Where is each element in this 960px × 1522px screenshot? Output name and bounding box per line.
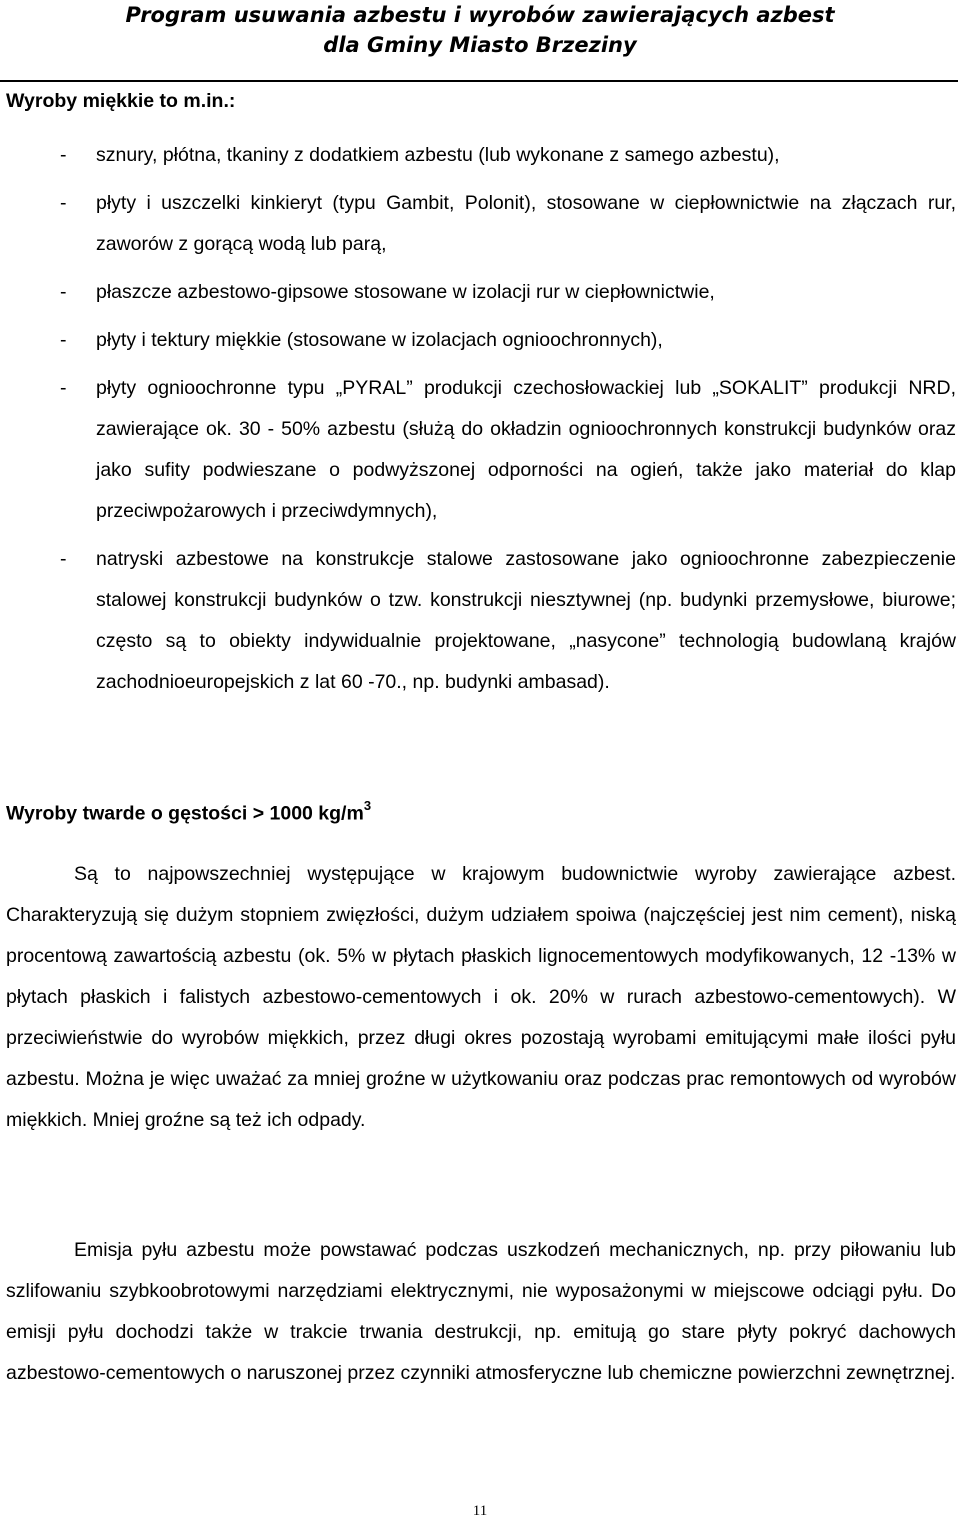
document-header bbox=[0, 0, 960, 60]
list-item bbox=[0, 368, 960, 532]
list-marker: - bbox=[60, 377, 67, 399]
list-marker: - bbox=[60, 329, 67, 351]
page-number: 11 bbox=[472, 1503, 488, 1519]
paragraph-text: Emisja pyłu azbestu może powstawać podczas uszkodzeń mechanicznych, np. przy piłowaniu lub szlifowaniu szybkoobrotowymi narzędziami elektrycznymi, nie wyposażonymi w miejscowe odciągi pyłu. Do emisji pyłu dochodzi także w trakcie trwania destrukcji, np. emitują go stare płyty pokryć dachowych azbestowo-cementowych o naruszonej przez czynniki atmosferyczne lub chemiczne powierzchni zewnętrznej. bbox=[6, 1239, 956, 1384]
list-item-text: natryski azbestowe na konstrukcje stalowe zastosowane jako ognioochronne zabezpieczenie stalowej konstrukcji budynków o tzw. konstrukcji niesztywnej (np. budynki przemysłowe, biurowe; często są to obiekty indywidualnie projektowane, „nasycone” technologią budowlaną krajów zachodnioeuropejskich z lat 60 -70., np. budynki ambasad). bbox=[96, 548, 956, 693]
list-item-text: sznury, płótna, tkaniny z dodatkiem azbestu (lub wykonane z samego azbestu), bbox=[96, 144, 780, 166]
list-item bbox=[0, 539, 960, 703]
header-rule bbox=[0, 80, 958, 82]
list-item-text: płyty i tektury miękkie (stosowane w izolacjach ognioochronnych), bbox=[96, 329, 663, 351]
header-title-line1: Program usuwania azbestu i wyrobów zawierających azbest bbox=[125, 3, 835, 27]
superscript-exponent: 3 bbox=[363, 798, 372, 813]
list-item bbox=[0, 320, 960, 361]
header-title-line2: dla Gminy Miasto Brzeziny bbox=[323, 33, 637, 57]
list-marker: - bbox=[60, 548, 67, 570]
list-marker: - bbox=[60, 192, 67, 214]
section-heading-hard bbox=[6, 800, 371, 826]
list-marker: - bbox=[60, 281, 67, 303]
soft-products-list bbox=[0, 135, 960, 703]
list-item-text: płaszcze azbestowo-gipsowe stosowane w izolacji rur w ciepłownictwie, bbox=[96, 281, 715, 303]
section-heading-hard-text: Wyroby twarde o gęstości > 1000 kg/m bbox=[6, 802, 364, 825]
list-item-text: płyty ognioochronne typu „PYRAL” produkcji czechosłowackiej lub „SOKALIT” produkcji NRD, zawierające ok. 30 - 50% azbestu (służą do okładzin ognioochronnych konstrukcji budynków oraz jako sufity podwieszane o podwyższonej odporności na ogień, także jako materiał do klap przeciwpożarowych i przeciwdymnych), bbox=[96, 377, 956, 522]
paragraph bbox=[6, 854, 956, 1141]
list-item-text: płyty i uszczelki kinkieryt (typu Gambit, Polonit), stosowane w ciepłownictwie na złączach rur, zaworów z gorącą wodą lub parą, bbox=[96, 192, 956, 255]
section-heading-soft: Wyroby miękkie to m.in.: bbox=[6, 90, 236, 112]
list-marker: - bbox=[60, 144, 67, 166]
paragraph-text: Są to najpowszechniej występujące w krajowym budownictwie wyroby zawierające azbest. Charakteryzują się dużym stopniem zwięzłości, dużym udziałem spoiwa (najczęściej jest nim cement), niską procentową zawartością azbestu (ok. 5% w płytach płaskich lignocementowych modyfikowanych, 12 -13% w płytach płaskich i falistych azbestowo-cementowych i ok. 20% w rurach azbestowo-cementowych). W przeciwieństwie do wyrobów miękkich, przez długi okres pozostają wyrobami emitującymi małe ilości pyłu azbestu. Można je więc uważać za mniej groźne w użytkowaniu oraz podczas prac remontowych od wyrobów miękkich. Mniej groźne są też ich odpady. bbox=[6, 863, 956, 1131]
list-item bbox=[0, 135, 960, 176]
list-item bbox=[0, 272, 960, 313]
paragraph bbox=[6, 1230, 956, 1394]
list-item bbox=[0, 183, 960, 265]
